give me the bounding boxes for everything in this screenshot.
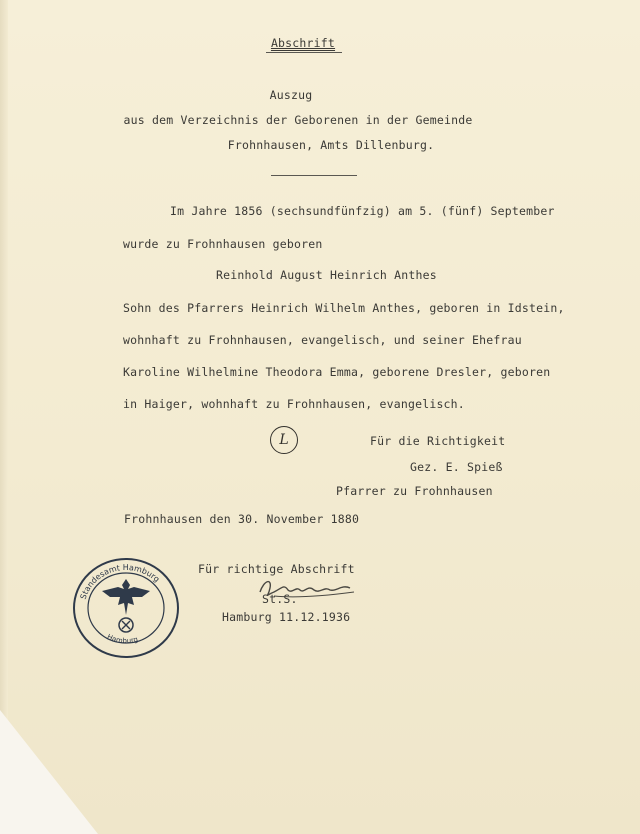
copy-attestation-line-2: St.S. [262, 592, 298, 606]
child-name: Reinhold August Heinrich Anthes [216, 268, 437, 282]
certification-line-1: Für die Richtigkeit [370, 434, 506, 448]
body-line-2: wurde zu Frohnhausen geboren [123, 237, 323, 251]
folded-corner [0, 710, 140, 834]
place-date: Frohnhausen den 30. November 1880 [124, 512, 360, 526]
stamp-text-bottom: Hamburg [105, 632, 139, 646]
section-divider [271, 175, 357, 176]
intro-line-1: Auszug [269, 88, 313, 102]
intro-line-3: Frohnhausen, Amts Dillenburg. [227, 138, 435, 152]
heading-underline [266, 52, 342, 53]
copy-attestation-line-1: Für richtige Abschrift [198, 562, 355, 576]
body-line-6: Karoline Wilhelmine Theodora Emma, geborene Dresler, geboren [123, 365, 551, 379]
certification-signature: Gez. E. Spieß [410, 460, 503, 474]
body-line-1: Im Jahre 1856 (sechsundfünfzig) am 5. (fünf) September [170, 204, 555, 218]
certification-line-3: Pfarrer zu Frohnhausen [336, 484, 493, 498]
body-line-7: in Haiger, wohnhaft zu Frohnhausen, evangelisch. [123, 397, 465, 411]
copy-attestation-line-3: Hamburg 11.12.1936 [222, 610, 351, 624]
body-line-5: wohnhaft zu Frohnhausen, evangelisch, und seiner Ehefrau [123, 333, 522, 347]
official-stamp [70, 555, 182, 661]
stamp-text-top: Standesamt Hamburg [78, 562, 162, 601]
intro-line-2: aus dem Verzeichnis der Geborenen in der Gemeinde [123, 113, 473, 127]
page-edge [0, 0, 8, 834]
document-heading: Abschrift [270, 36, 336, 50]
body-line-4: Sohn des Pfarrers Heinrich Wilhelm Anthes, geboren in Idstein, [123, 301, 565, 315]
margin-mark: L [270, 426, 298, 454]
